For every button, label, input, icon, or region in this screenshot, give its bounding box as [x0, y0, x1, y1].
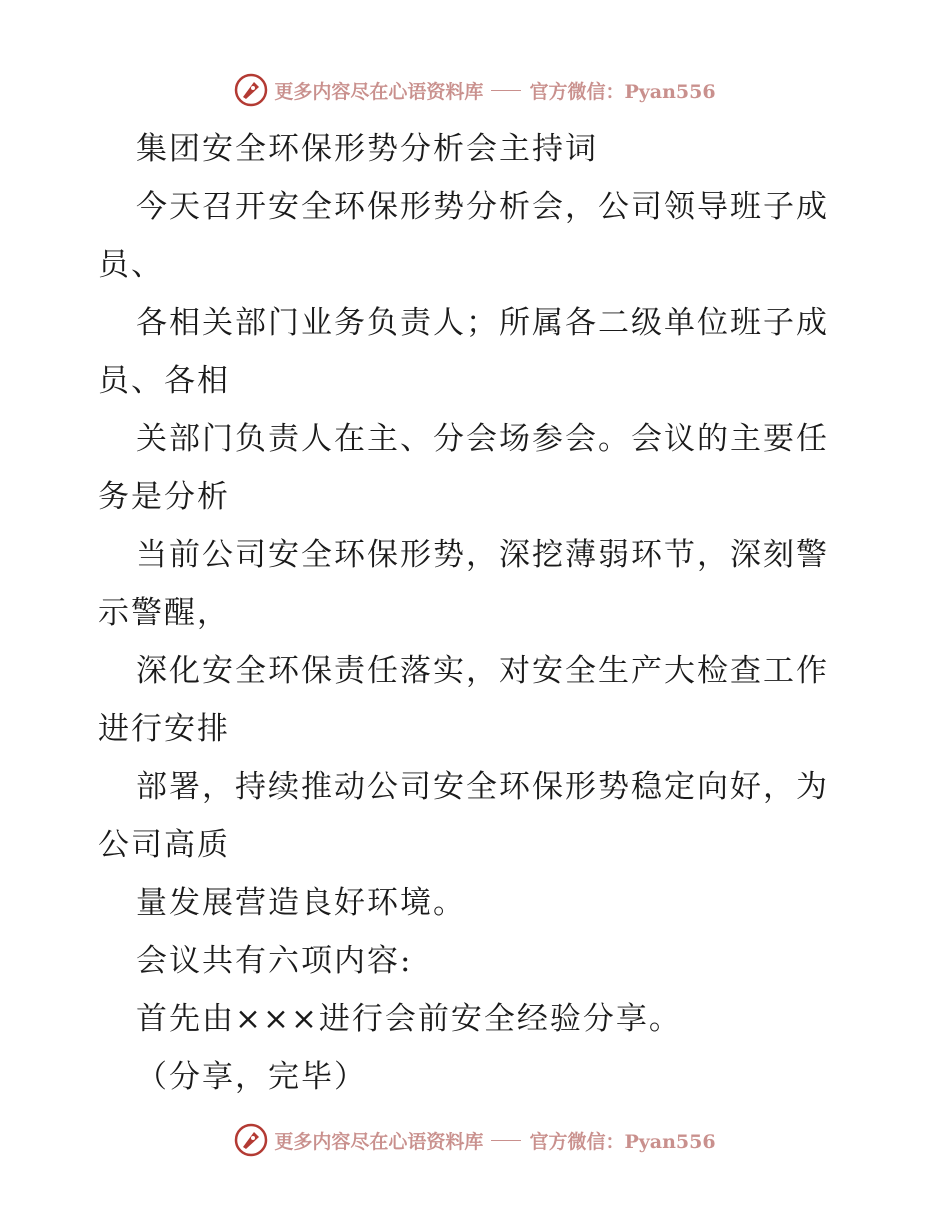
- promo-text: 更多内容尽在心语资料库: [274, 1130, 484, 1153]
- paragraph-line: 进行安排: [98, 711, 230, 747]
- paragraph-line: 当前公司安全环保形势，深挖薄弱环节，深刻警: [136, 537, 829, 573]
- document-title: 集团安全环保形势分析会主持词: [136, 131, 598, 167]
- paragraph-line: 示警醒，: [98, 595, 230, 631]
- paragraph-line: 员、: [98, 247, 164, 283]
- promo-text: 更多内容尽在心语资料库: [274, 80, 484, 103]
- pen-nib-icon: [234, 73, 268, 107]
- document-body: [98, 120, 858, 1106]
- paragraph-line: 量发展营造良好环境。: [136, 885, 466, 921]
- paragraph-line: 公司高质: [98, 827, 230, 863]
- paragraph-line: 各相关部门业务负责人；所属各二级单位班子成: [136, 305, 829, 341]
- footer-banner: [0, 1120, 950, 1160]
- separator-dash: [491, 90, 521, 91]
- paragraph-line: 部署，持续推动公司安全环保形势稳定向好，为: [136, 769, 829, 805]
- paragraph-line: （分享，完毕）: [136, 1059, 367, 1095]
- paragraph-line: 今天召开安全环保形势分析会，公司领导班子成: [136, 189, 829, 225]
- wechat-label: 官方微信：Pyan556: [529, 80, 716, 103]
- wechat-label: 官方微信：Pyan556: [529, 1130, 716, 1153]
- paragraph-line: 员、各相: [98, 363, 230, 399]
- paragraph-line: 关部门负责人在主、分会场参会。会议的主要任: [136, 421, 829, 457]
- paragraph-line: 会议共有六项内容:: [136, 943, 413, 979]
- header-banner: [0, 70, 950, 110]
- paragraph-line: 务是分析: [98, 479, 230, 515]
- pen-nib-icon: [234, 1123, 268, 1157]
- paragraph-line: 首先由×××进行会前安全经验分享。: [136, 1001, 682, 1037]
- paragraph-line: 深化安全环保责任落实，对安全生产大检查工作: [136, 653, 829, 689]
- separator-dash: [491, 1140, 521, 1141]
